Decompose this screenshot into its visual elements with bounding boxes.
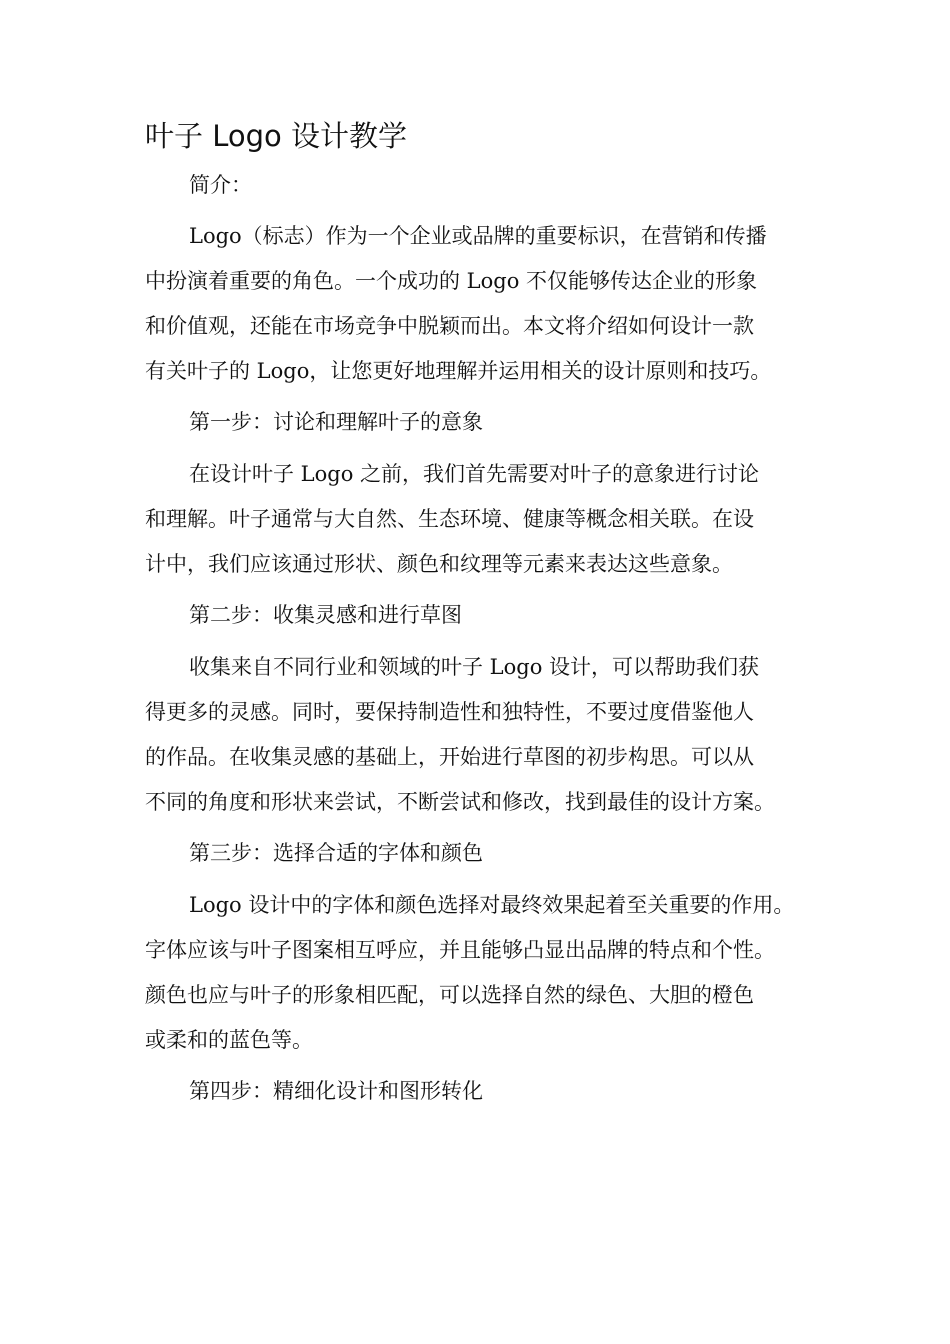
intro-line-1: Logo（标志）作为一个企业或品牌的重要标识，在营销和传播 [189, 224, 767, 248]
step3-line-1: Logo 设计中的字体和颜色选择对最终效果起着至关重要的作用。 [189, 893, 795, 917]
step3-line-2: 字体应该与叶子图案相互呼应，并且能够凸显出品牌的特点和个性。 [145, 938, 775, 962]
intro-heading: 简介： [189, 173, 252, 197]
step1-line-2: 和理解。叶子通常与大自然、生态环境、健康等概念相关联。在设 [145, 507, 754, 531]
step3-line-3: 颜色也应与叶子的形象相匹配，可以选择自然的绿色、大胆的橙色 [145, 983, 754, 1007]
step2-heading: 第二步：收集灵感和进行草图 [189, 603, 462, 627]
step2-line-2: 得更多的灵感。同时，要保持制造性和独特性，不要过度借鉴他人 [145, 700, 754, 724]
intro-line-3: 和价值观，还能在市场竞争中脱颖而出。本文将介绍如何设计一款 [145, 314, 754, 338]
intro-line-4: 有关叶子的 Logo，让您更好地理解并运用相关的设计原则和技巧。 [145, 359, 772, 383]
step2-line-3: 的作品。在收集灵感的基础上，开始进行草图的初步构思。可以从 [145, 745, 754, 769]
step3-heading: 第三步：选择合适的字体和颜色 [189, 841, 483, 865]
page-title: 叶子 Logo 设计教学 [145, 119, 407, 153]
step4-heading: 第四步：精细化设计和图形转化 [189, 1079, 483, 1103]
step2-line-4: 不同的角度和形状来尝试，不断尝试和修改，找到最佳的设计方案。 [145, 790, 775, 814]
step1-line-1: 在设计叶子 Logo 之前，我们首先需要对叶子的意象进行讨论 [189, 462, 760, 486]
step3-line-4: 或柔和的蓝色等。 [145, 1028, 313, 1052]
intro-line-2: 中扮演着重要的角色。一个成功的 Logo 不仅能够传达企业的形象 [145, 269, 758, 293]
step1-line-3: 计中，我们应该通过形状、颜色和纹理等元素来表达这些意象。 [145, 552, 733, 576]
step1-heading: 第一步：讨论和理解叶子的意象 [189, 410, 483, 434]
step2-line-1: 收集来自不同行业和领域的叶子 Logo 设计，可以帮助我们获 [189, 655, 760, 679]
